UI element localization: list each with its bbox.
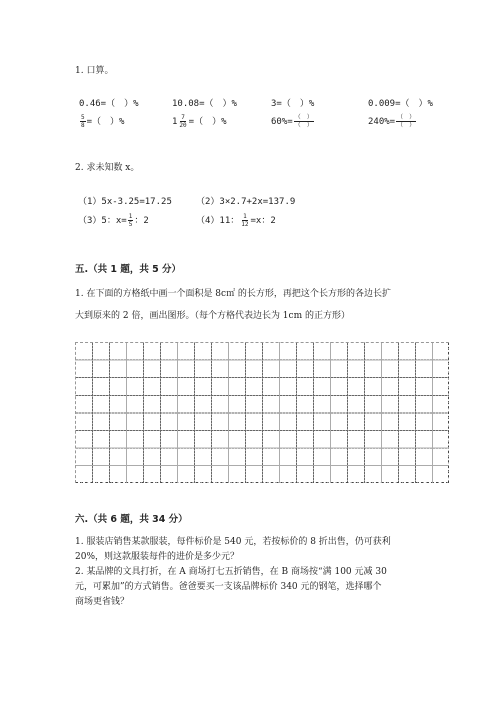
square-grid bbox=[75, 342, 449, 483]
problem2-line2: 元，可累加”的方式销售。爸爸要买一支该品牌标价 340 元的钢笔，选择哪个 bbox=[75, 582, 382, 592]
section5-text-line1: 1. 在下面的方格纸中画一个面积是 8c㎡ 的长方形，再把这个长方形的各边长扩 bbox=[75, 289, 391, 299]
q1-item-2: 10.08=（ ）% bbox=[172, 99, 237, 109]
q2-item-1: （1）5x-3.25=17.25 bbox=[78, 197, 172, 207]
q2-title: 2. 求未知数 x。 bbox=[75, 163, 140, 173]
problem1-line1: 1. 服装店销售某款服装，每件标价是 540 元，若按标价的 8 折出售，仍可获利 bbox=[75, 537, 391, 547]
problem1-line2: 20%，则这款服装每件的进价是多少元？ bbox=[75, 552, 240, 562]
section5-text-line2: 大到原来的 2 倍，画出图形。（每个方格代表边长为 1cm 的正方形） bbox=[75, 311, 350, 321]
q1-item-5: $\frac{5}{8}$ =（ ）% bbox=[81, 114, 125, 129]
q2-item-3: （3）5：x= $\frac{1}{5}$ ：2 bbox=[78, 213, 149, 228]
fraction: $\frac{( )}{( )}$ bbox=[397, 114, 416, 129]
q1-item-3: 3=（ ）% bbox=[271, 99, 315, 109]
fraction: $\frac{1}{5}$ bbox=[128, 213, 133, 228]
q1-title: 1. 口算。 bbox=[75, 66, 114, 76]
q2-item-2: （2）3×2.7+2x=137.9 bbox=[196, 197, 296, 207]
q1-item-8: 240%= $\frac{( )}{( )}$ bbox=[368, 114, 416, 129]
q1-item-6: 1 $\frac{7}{20}$ =（ ）% bbox=[172, 114, 227, 129]
q1-item-4: 0.009=（ ）% bbox=[368, 99, 433, 109]
q1-item-1: 0.46=（ ）% bbox=[79, 99, 139, 109]
fraction: $\frac{7}{20}$ bbox=[179, 114, 187, 129]
fraction: $\frac{5}{8}$ bbox=[81, 114, 85, 129]
fraction: $\frac{1}{12}$ bbox=[241, 213, 249, 228]
section5-heading: 五.（共 1 题，共 5 分） bbox=[75, 264, 182, 275]
problem2-line3: 商场更省钱？ bbox=[75, 597, 130, 607]
q1-item-7: 60%= $\frac{( )}{( )}$ bbox=[271, 114, 313, 129]
problem2-line1: 2. 某品牌的文具打折，在 A 商场打七五折销售，在 B 商场按“满 100 元减 30 bbox=[75, 567, 387, 577]
q2-item-4: （4）11： $\frac{1}{12}$ =x：2 bbox=[196, 213, 276, 228]
section6-heading: 六.（共 6 题，共 34 分） bbox=[75, 514, 188, 525]
fraction: $\frac{( )}{( )}$ bbox=[294, 114, 313, 129]
